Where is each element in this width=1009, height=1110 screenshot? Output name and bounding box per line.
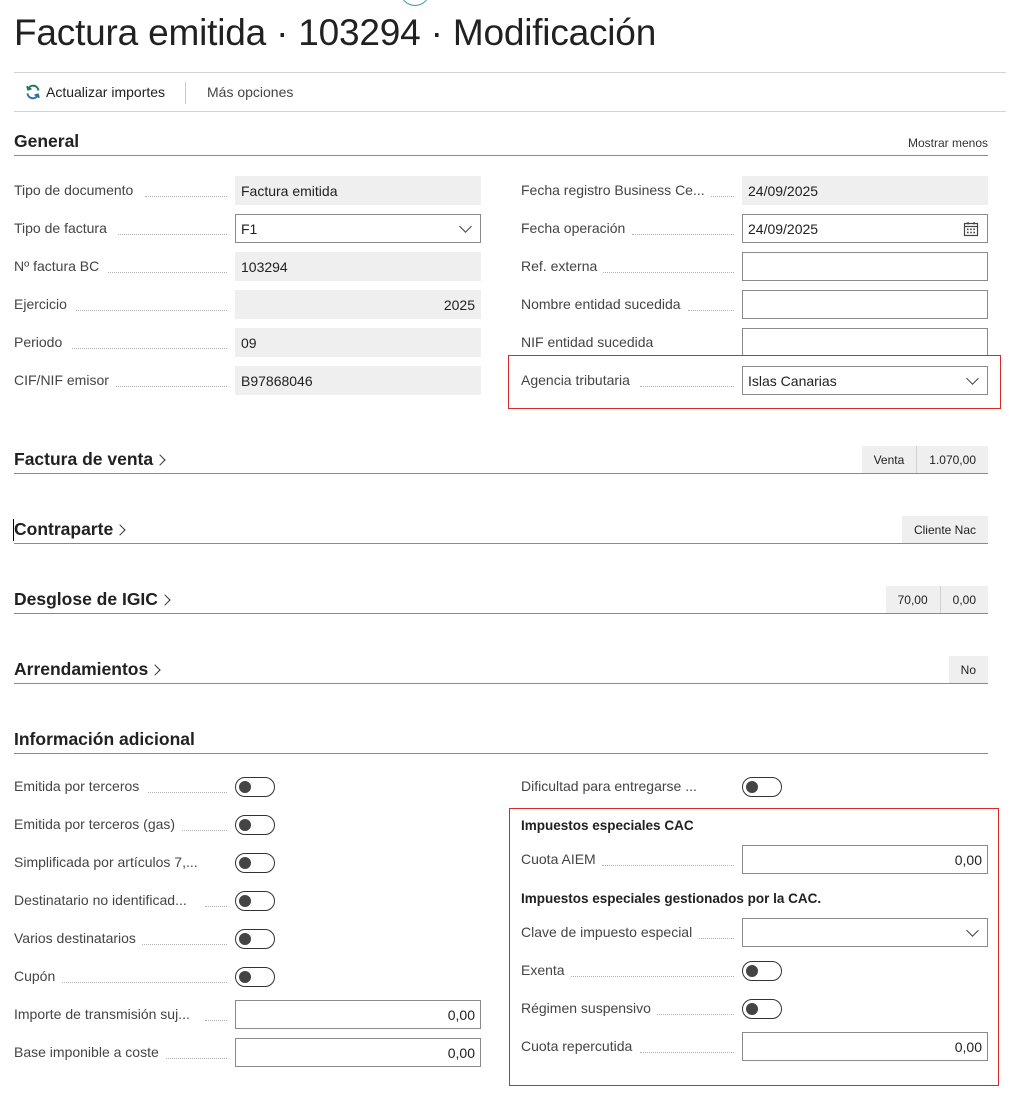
label-dots xyxy=(205,1020,227,1021)
label-dots xyxy=(205,906,227,907)
section-arrendamientos-header xyxy=(14,658,988,684)
field-label-agencia: Agencia tributaria xyxy=(521,372,736,388)
chevron-right-icon xyxy=(115,524,126,535)
field-label-nif-entidad: NIF entidad sucedida xyxy=(521,334,736,350)
section-desglose-igic-title[interactable]: Desglose de IGIC xyxy=(14,589,169,610)
field-label-tipo-factura: Tipo de factura xyxy=(14,220,229,236)
toggle-knob xyxy=(239,857,251,869)
label-dots xyxy=(145,196,227,197)
label-dots xyxy=(76,310,227,311)
contraparte-badges xyxy=(902,516,988,543)
field-label-cif-emisor: CIF/NIF emisor xyxy=(14,372,229,388)
field-label-num-factura: Nº factura BC xyxy=(14,258,229,274)
field-label-fecha-operacion: Fecha operación xyxy=(521,220,736,236)
badge-tipo: Venta xyxy=(862,446,917,473)
field-label-base-imponible-coste: Base imponible a coste xyxy=(14,1044,229,1060)
badge-base: 70,00 xyxy=(886,586,940,613)
field-label-cuota-aiem: Cuota AIEM xyxy=(521,851,736,867)
desglose-igic-badges xyxy=(886,586,988,613)
field-label-exenta: Exenta xyxy=(521,962,736,978)
num-factura-value: 103294 xyxy=(235,252,481,281)
field-label-cupon: Cupón xyxy=(14,968,229,984)
toggle-knob xyxy=(239,819,251,831)
section-general-title[interactable]: General xyxy=(14,131,80,151)
field-label-ref-externa: Ref. externa xyxy=(521,258,736,274)
label-dots xyxy=(114,386,227,387)
fecha-operacion-input[interactable]: 24/09/2025 xyxy=(742,214,988,243)
label-dots xyxy=(600,272,734,273)
cuota-aiem-input[interactable]: 0,00 xyxy=(742,845,988,874)
factura-venta-badges xyxy=(862,446,988,473)
periodo-value: 09 xyxy=(235,328,481,357)
destinatario-no-id-toggle[interactable] xyxy=(235,891,275,911)
badge-cliente: Cliente Nac xyxy=(902,516,988,543)
section-desglose-igic-header xyxy=(14,588,988,614)
label-dots xyxy=(72,348,227,349)
simplificada-toggle[interactable] xyxy=(235,853,275,873)
chevron-right-icon xyxy=(150,664,161,675)
show-less-link[interactable]: Mostrar menos xyxy=(907,136,988,150)
section-contraparte-header xyxy=(14,518,988,544)
field-label-destinatario-no-id: Destinatario no identificad... xyxy=(14,892,229,908)
toggle-knob xyxy=(239,933,251,945)
field-label-clave-impuesto: Clave de impuesto especial xyxy=(521,924,736,940)
base-imponible-coste-input[interactable]: 0,00 xyxy=(235,1038,481,1067)
emitida-terceros-toggle[interactable] xyxy=(235,777,275,797)
action-toolbar xyxy=(14,72,1006,112)
section-contraparte-title[interactable]: Contraparte xyxy=(14,519,124,540)
field-label-importe-transmision: Importe de transmisión suj... xyxy=(14,1006,229,1022)
label-dots xyxy=(688,310,734,311)
section-factura-venta-title[interactable]: Factura de venta xyxy=(14,449,164,470)
cif-emisor-value: B97868046 xyxy=(235,366,481,395)
label-dots xyxy=(118,234,227,235)
agencia-tributaria-select[interactable]: Islas Canarias xyxy=(742,366,988,395)
label-dots xyxy=(142,944,227,945)
tipo-documento-value: Factura emitida xyxy=(235,176,481,205)
fecha-registro-value: 24/09/2025 xyxy=(742,176,988,205)
label-dots xyxy=(180,830,227,831)
field-label-varios-destinatarios: Varios destinatarios xyxy=(14,930,229,946)
label-dots xyxy=(108,272,227,273)
toggle-knob xyxy=(239,895,251,907)
label-dots xyxy=(632,234,734,235)
ejercicio-value: 2025 xyxy=(235,290,481,319)
top-circle-decoration xyxy=(400,0,430,6)
badge-cuota: 0,00 xyxy=(940,586,988,613)
label-dots xyxy=(710,196,734,197)
cupon-toggle[interactable] xyxy=(235,967,275,987)
refresh-amounts-label: Actualizar importes xyxy=(46,84,166,100)
section-general-header xyxy=(14,130,988,156)
refresh-icon xyxy=(25,84,41,100)
field-label-fecha-registro: Fecha registro Business Ce... xyxy=(521,182,736,198)
badge-importe: 1.070,00 xyxy=(916,446,988,473)
label-dots xyxy=(148,792,227,793)
nombre-entidad-input[interactable] xyxy=(742,290,988,319)
field-label-tipo-documento: Tipo de documento xyxy=(14,182,229,198)
section-info-adicional-header xyxy=(14,728,988,754)
calendar-icon[interactable] xyxy=(963,221,979,237)
tipo-factura-select[interactable]: F1 xyxy=(235,214,481,243)
field-label-emitida-terceros: Emitida por terceros xyxy=(14,778,229,794)
field-label-periodo: Periodo xyxy=(14,334,229,350)
label-dots xyxy=(162,1058,227,1059)
chevron-down-icon xyxy=(459,220,472,233)
cac-managed-heading: Impuestos especiales gestionados por la CAC. xyxy=(521,891,822,906)
field-label-dificultad-entregarse: Dificultad para entregarse ... xyxy=(521,778,736,794)
more-options-button[interactable]: Más opciones xyxy=(207,84,294,100)
field-label-ejercicio: Ejercicio xyxy=(14,296,229,312)
cac-heading: Impuestos especiales CAC xyxy=(521,818,694,833)
section-arrendamientos-title[interactable]: Arrendamientos xyxy=(14,659,159,680)
section-info-adicional-title[interactable]: Información adicional xyxy=(14,729,195,749)
importe-transmision-input[interactable]: 0,00 xyxy=(235,1000,481,1029)
ref-externa-input[interactable] xyxy=(742,252,988,281)
label-dots xyxy=(62,982,227,983)
toolbar-separator xyxy=(185,82,186,104)
field-label-nombre-entidad: Nombre entidad sucedida xyxy=(521,296,736,312)
chevron-right-icon xyxy=(159,594,170,605)
varios-destinatarios-toggle[interactable] xyxy=(235,929,275,949)
toggle-knob xyxy=(239,971,251,983)
section-factura-venta-header xyxy=(14,448,988,474)
badge-arrendamiento: No xyxy=(949,656,988,683)
dificultad-entregarse-toggle[interactable] xyxy=(742,777,782,797)
cuota-repercutida-input[interactable]: 0,00 xyxy=(742,1032,988,1061)
emitida-terceros-gas-toggle[interactable] xyxy=(235,815,275,835)
nif-entidad-input[interactable] xyxy=(742,328,988,356)
arrendamientos-badges xyxy=(949,656,988,683)
toggle-knob xyxy=(239,781,251,793)
field-label-cuota-repercutida: Cuota repercutida xyxy=(521,1038,736,1054)
page-title: Factura emitida · 103294 · Modificación xyxy=(14,12,657,53)
field-label-simplificada: Simplificada por artículos 7,... xyxy=(14,854,229,870)
chevron-right-icon xyxy=(154,454,165,465)
field-label-regimen-suspensivo: Régimen suspensivo xyxy=(521,1000,736,1016)
refresh-amounts-button[interactable] xyxy=(25,73,165,111)
toggle-knob xyxy=(746,781,758,793)
field-label-emitida-terceros-gas: Emitida por terceros (gas) xyxy=(14,816,229,832)
